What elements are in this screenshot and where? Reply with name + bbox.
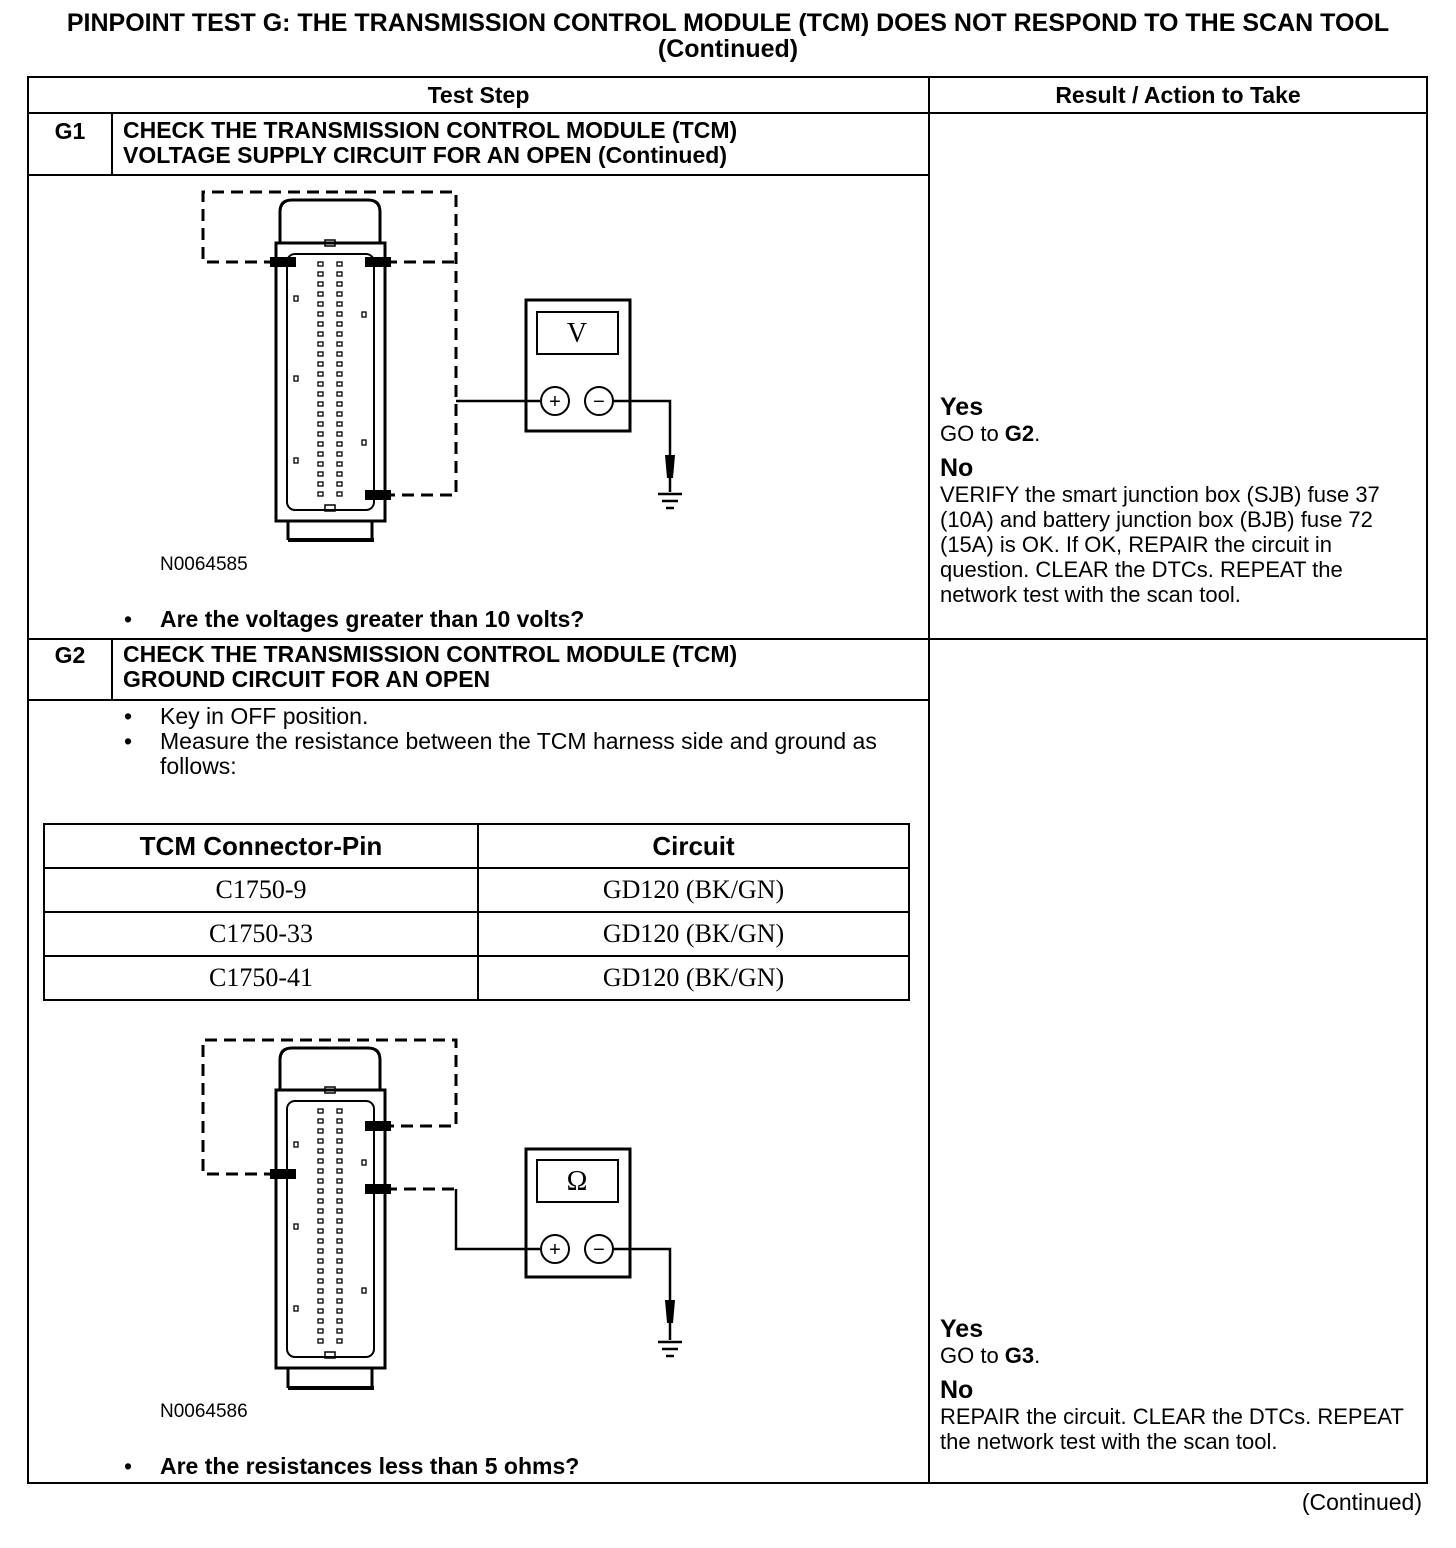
question-g2: • Are the resistances less than 5 ohms?	[124, 1453, 580, 1479]
column-header-connector-pin: TCM Connector-Pin	[44, 824, 478, 868]
table-row	[44, 868, 909, 912]
table-row	[44, 956, 909, 1000]
result-g1	[940, 393, 1420, 607]
question-g1: • Are the voltages greater than 10 volts?	[124, 606, 585, 632]
yes-label-g1: Yes	[940, 393, 984, 421]
no-action-g2: REPAIR the circuit. CLEAR the DTCs. REPEAT the network test with the scan tool.	[940, 1404, 1404, 1454]
no-label-g2: No	[940, 1376, 974, 1404]
yes-action-g2: GO to G3.	[940, 1343, 1041, 1368]
table-cell: GD120 (BK/GN)	[478, 868, 909, 912]
figure-id-g1: N0064585	[160, 554, 248, 575]
ohmmeter-symbol: Ω	[566, 1166, 588, 1197]
yes-label-g2: Yes	[940, 1315, 984, 1343]
positive-terminal: +	[549, 1239, 561, 1261]
voltmeter-symbol: V	[566, 318, 588, 349]
step-title-g1: CHECK THE TRANSMISSION CONTROL MODULE (TCM) VOLTAGE SUPPLY CIRCUIT FOR AN OPEN (Continued)	[123, 117, 738, 168]
continued-label: (Continued)	[1301, 1489, 1422, 1515]
result-g2	[940, 1315, 1420, 1454]
header-result: Result / Action to Take	[1055, 82, 1301, 108]
instructions-g2	[120, 704, 880, 779]
figure-id-g2: N0064586	[160, 1401, 248, 1422]
negative-terminal: −	[593, 1239, 605, 1261]
step-title-g2: CHECK THE TRANSMISSION CONTROL MODULE (TCM) GROUND CIRCUIT FOR AN OPEN	[123, 641, 738, 692]
instruction-item: • Key in OFF position.	[124, 703, 369, 729]
table-cell: C1750-9	[44, 868, 478, 912]
no-label-g1: No	[940, 454, 974, 482]
connector-pin-table	[43, 823, 910, 1001]
positive-terminal: +	[549, 391, 561, 413]
step-number-g2: G2	[54, 642, 86, 668]
yes-action-g1: GO to G2.	[940, 421, 1041, 446]
table-cell: GD120 (BK/GN)	[478, 912, 909, 956]
table-row	[44, 912, 909, 956]
voltage-test-diagram	[150, 180, 710, 560]
step-number-g1: G1	[54, 118, 86, 144]
header-test-step: Test Step	[427, 82, 530, 108]
table-cell: C1750-41	[44, 956, 478, 1000]
table-cell: GD120 (BK/GN)	[478, 956, 909, 1000]
negative-terminal: −	[593, 391, 605, 413]
no-action-g1: VERIFY the smart junction box (SJB) fuse 37 (10A) and battery junction box (BJB) fuse 72 (15A) is OK. If OK, REPAIR the circuit in question. CLEAR the DTCs. REPEAT the network test with the scan tool.	[940, 482, 1380, 607]
instruction-item: • Measure the resistance between the TCM harness side and ground as follows:	[124, 728, 877, 779]
resistance-test-diagram	[150, 1030, 710, 1400]
page-title: PINPOINT TEST G: THE TRANSMISSION CONTROL MODULE (TCM) DOES NOT RESPOND TO THE SCAN TOOL (Continued)	[66, 9, 1390, 63]
column-header-circuit: Circuit	[478, 824, 909, 868]
table-cell: C1750-33	[44, 912, 478, 956]
